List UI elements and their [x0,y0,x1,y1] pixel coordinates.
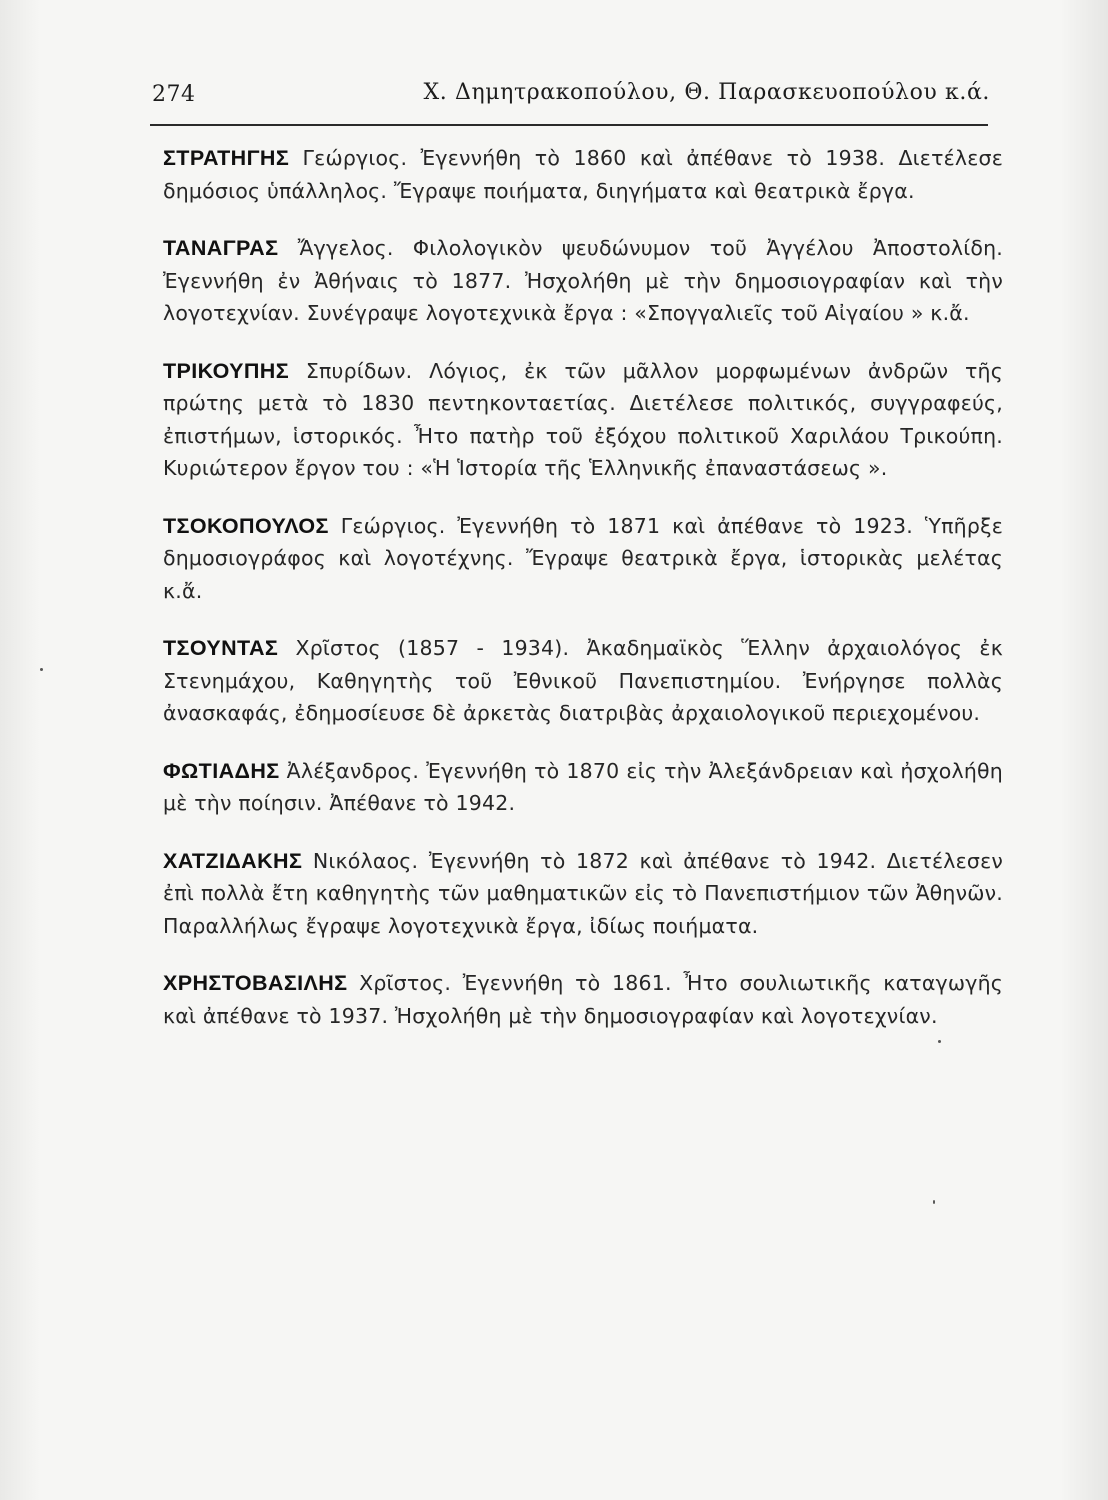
entry-fotiadis [163,755,1003,820]
entry-name: ΧΡΗΣΤΟΒΑΣΙΛΗΣ [163,971,348,995]
entry-christovasilis [163,967,1003,1032]
entry-name: ΣΤΡΑΤΗΓΗΣ [163,146,290,170]
entry-name: ΤΡΙΚΟΥΠΗΣ [163,358,290,383]
entry-text: Νικόλαος. Ἐγεννήθη τὸ 1872 καὶ ἀπέθανε τὸ 1942. Διετέλεσεν ἐπὶ πολλὰ ἔτη καθηγητὴς τῶν μαθηματικῶν εἰς τὸ Πανεπιστήμιον τῶν Ἀθηνῶν. Παραλλήλως ἔγραψε λογοτεχνικὰ ἔργα, ἰδίως ποιήματα. [163,848,1003,938]
entry-list [163,142,1003,1057]
entry-name: ΤΑΝΑΓΡΑΣ [163,236,279,260]
print-speck [40,668,43,671]
entry-tsokopoulos [163,510,1003,608]
entry-tsountas [163,632,1003,730]
entry-text: Γεώργιος. Ἐγεννήθη τὸ 1860 καὶ ἀπέθανε τὸ 1938. Διετέλεσε δημόσιος ὑπάλληλος. Ἔγραψε ποιήματα, διηγήματα καὶ θεατρικὰ ἔργα. [163,146,1003,203]
entry-chatzidakis [163,845,1003,943]
entry-name: ΤΣΟΚΟΠΟΥΛΟΣ [163,513,329,538]
entry-text: Ἄγγελος. Φιλολογικὸν ψευδώνυμον τοῦ Ἀγγέλου Ἀποστολίδη. Ἐγεννήθη ἐν Ἀθήναις τὸ 1877. Ἠσχολήθη μὲ τὴν δημοσιογραφίαν καὶ τὴν λογοτεχνίαν. Συνέγραψε λογοτεχνικὰ ἔργα : «Σπογγαλιεῖς τοῦ Αἰγαίου » κ.ἄ. [163,236,1004,325]
entry-name: ΧΑΤΖΙΔΑΚΗΣ [163,848,303,873]
entry-name: ΦΩΤΙΑΔΗΣ [163,758,280,783]
entry-trikoupis [163,355,1003,485]
running-title: Χ. Δημητρακοπούλου, Θ. Παρασκευοπούλου κ.ά. [423,80,990,105]
header-rule [150,124,988,126]
entry-text: Ἀλέξανδρος. Ἐγεννήθη τὸ 1870 εἰς τὴν Ἀλεξάνδρειαν καὶ ἠσχολήθη μὲ τὴν ποίησιν. Ἀπέθανε τὸ 1942. [163,758,1003,815]
entry-tanagras [163,232,1003,330]
entry-text: Σπυρίδων. Λόγιος, ἐκ τῶν μᾶλλον μορφωμένων ἀνδρῶν τῆς πρώτης μετὰ τὸ 1830 πεντηκονταετίας. Διετέλεσε πολιτικός, συγγραφεύς, ἐπιστήμων, ἱστορικός. Ἦτο πατὴρ τοῦ ἐξόχου πολιτικοῦ Χαριλάου Τρικούπη. Κυριώτερον ἔργον του : «Ἡ Ἱστορία τῆς Ἑλληνικῆς ἐπαναστάσεως ». [163,358,1003,480]
entry-text: Χρῖστος (1857 - 1934). Ἀκαδημαϊκὸς Ἕλλην ἀρχαιολόγος ἐκ Στενημάχου, Καθηγητὴς τοῦ Ἐθνικοῦ Πανεπιστημίου. Ἐνήργησε πολλὰς ἀνασκαφάς, ἐδημοσίευσε δὲ ἀρκετὰς διατριβὰς ἀρχαιολογικοῦ περιεχομένου. [163,636,1003,725]
entry-text: Χρῖστος. Ἐγεννήθη τὸ 1861. Ἦτο σουλιωτικῆς καταγωγῆς καὶ ἀπέθανε τὸ 1937. Ἠσχολήθη μὲ τὴν δημοσιογραφίαν καὶ λογοτεχνίαν. [163,971,1003,1028]
entry-text: Γεώργιος. Ἐγεννήθη τὸ 1871 καὶ ἀπέθανε τὸ 1923. Ὑπῆρξε δημοσιογράφος καὶ λογοτέχνης. Ἔγραψε θεατρικὰ ἔργα, ἱστορικὰς μελέτας κ.ἄ. [163,513,1003,603]
page-header [152,76,992,116]
entry-stratigis [163,142,1003,207]
entry-name: ΤΣΟΥΝΤΑΣ [163,636,279,660]
page-number: 274 [152,82,196,107]
print-speck [933,1200,935,1204]
print-speck [938,1040,941,1043]
